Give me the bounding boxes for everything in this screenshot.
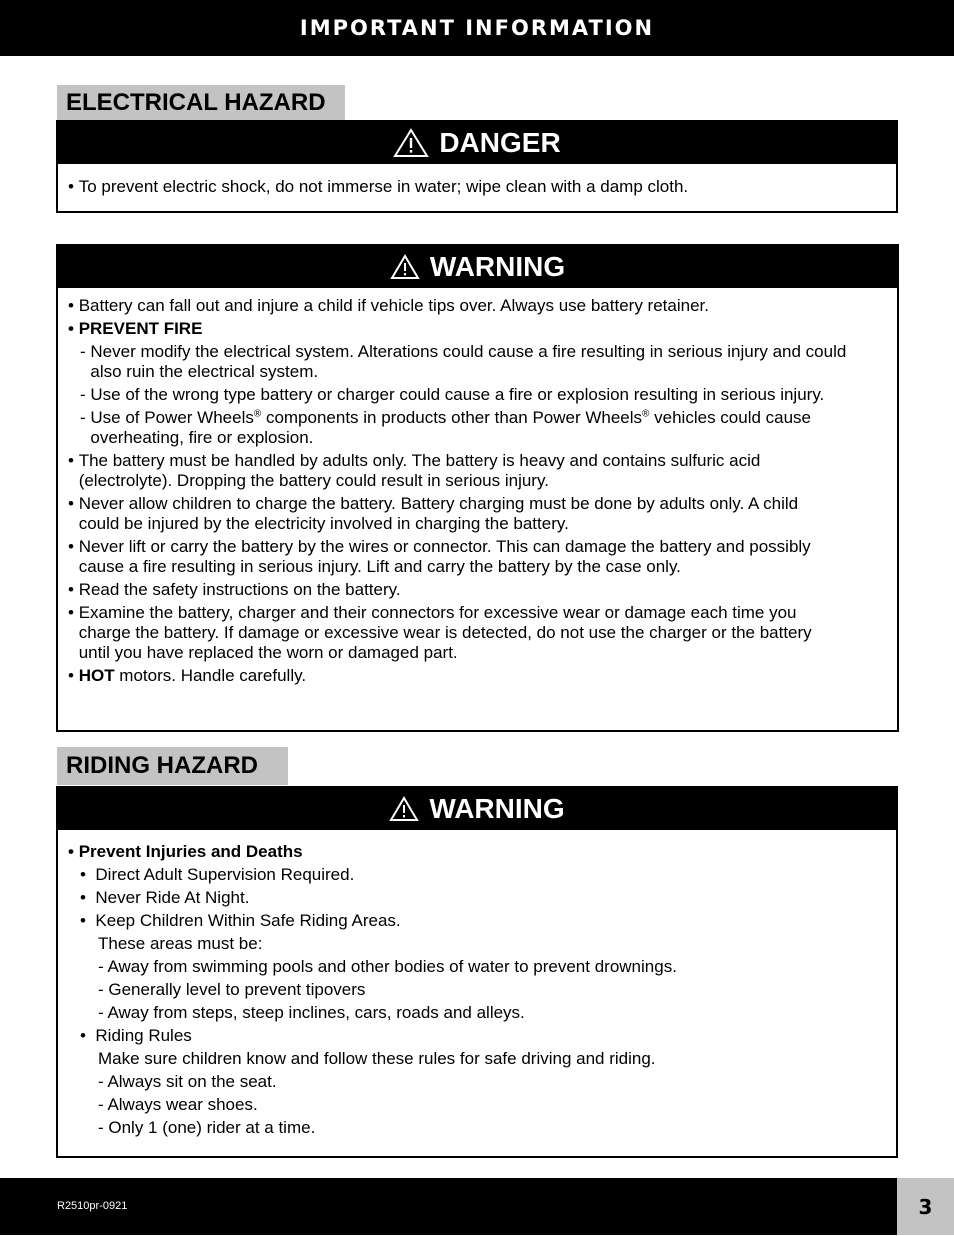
list-text: - Always wear shoes. [98, 1095, 258, 1114]
list-subitem: • Keep Children Within Safe Riding Areas. [80, 911, 401, 930]
warning-heading: WARNING [429, 251, 566, 282]
list-item: • Never lift or carry the battery by the wires or connector. This can damage the battery and possibly cause a fire resulting in serious injury. Lift and carry the battery by the case only. [68, 537, 811, 576]
riding-hazard-label: RIDING HAZARD [57, 747, 288, 785]
list-text: - Away from swimming pools and other bodies of water to prevent drownings. [98, 957, 677, 976]
list-item: • To prevent electric shock, do not immerse in water; wipe clean with a damp cloth. [68, 177, 689, 196]
electrical-hazard-label: ELECTRICAL HAZARD [57, 85, 345, 121]
danger-box [56, 120, 898, 213]
list-subitem: - Use of the wrong type battery or charger could cause a fire or explosion resulting in serious injury. [80, 385, 825, 404]
list-subitem: • Never Ride At Night. [80, 888, 250, 907]
list-item: • The battery must be handled by adults only. The battery is heavy and contains sulfuric acid (electrolyte). Dropping the battery could result in serious injury. [68, 451, 761, 490]
list-text: - Away from steps, steep inclines, cars, roads and alleys. [98, 1003, 525, 1022]
warning-triangle-icon [393, 128, 429, 158]
warning-triangle-icon [389, 796, 419, 822]
list-subitem: - Never modify the electrical system. Alterations could cause a fire resulting in serious injury and could also ruin the electrical system. [80, 342, 847, 381]
list-text: - Always sit on the seat. [98, 1072, 277, 1091]
list-item: • HOT motors. Handle carefully. [68, 666, 307, 685]
list-text: - Generally level to prevent tipovers [98, 980, 366, 999]
list-subitem: • Direct Adult Supervision Required. [80, 865, 355, 884]
list-subitem: - Use of Power Wheels® components in products other than Power Wheels® vehicles could cause overheating, fire or explosion. [80, 408, 812, 447]
list-item: • Read the safety instructions on the battery. [68, 580, 401, 599]
warning-heading-bar [58, 246, 897, 288]
list-text: Make sure children know and follow these rules for safe driving and riding. [98, 1049, 656, 1068]
list-item: • Examine the battery, charger and their connectors for excessive wear or damage each time you charge the battery. If damage or excessive wear is detected, do not use the charger or the battery until you have replaced the worn or damaged part. [68, 603, 812, 662]
page-number: 3 [897, 1178, 954, 1235]
document-code: R2510pr-0921 [57, 1200, 128, 1212]
list-text: - Only 1 (one) rider at a time. [98, 1118, 316, 1137]
warning-triangle-icon [390, 254, 420, 280]
list-subitem: • Riding Rules [80, 1026, 192, 1045]
page-footer [0, 1178, 897, 1235]
list-text: These areas must be: [98, 934, 263, 953]
warning-heading-bar [58, 788, 896, 830]
list-item: • Never allow children to charge the battery. Battery charging must be done by adults only. A child could be injured by the electricity involved in charging the battery. [68, 494, 799, 533]
list-item: • PREVENT FIRE [68, 319, 203, 338]
warning-heading: WARNING [429, 793, 565, 824]
page-header: IMPORTANT INFORMATION [0, 0, 954, 56]
riding-warning-box [56, 786, 898, 1158]
danger-heading: DANGER [439, 127, 561, 158]
list-item: • Prevent Injuries and Deaths [68, 842, 303, 861]
danger-heading-bar [58, 122, 896, 164]
list-item: • Battery can fall out and injure a child if vehicle tips over. Always use battery retainer. [68, 296, 709, 315]
electrical-warning-box [56, 244, 899, 732]
